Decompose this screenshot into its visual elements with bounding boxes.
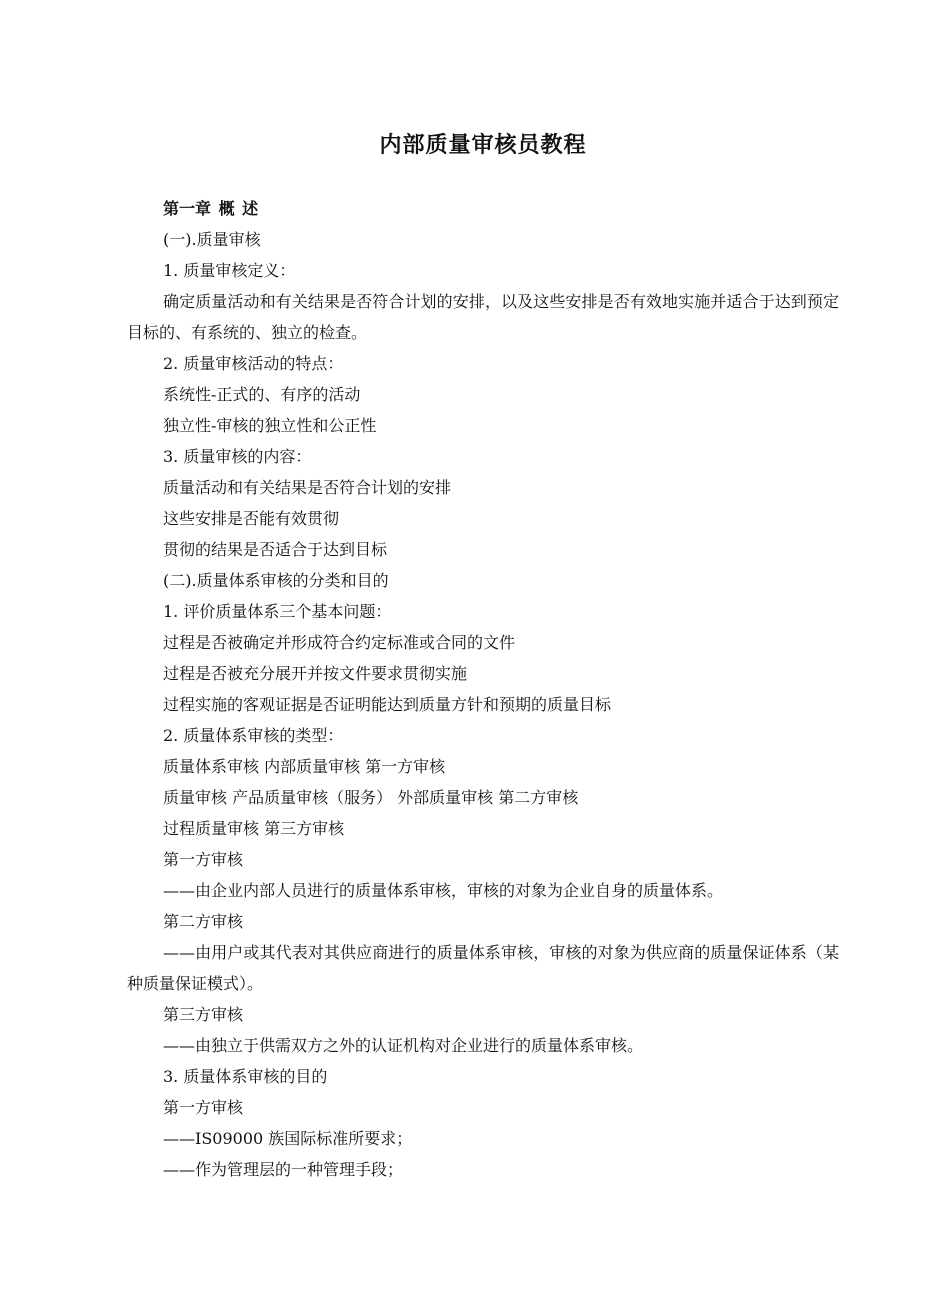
text-line: 质量活动和有关结果是否符合计划的安排 bbox=[163, 478, 452, 497]
subsection-heading: 3. 质量审核的内容： bbox=[163, 447, 312, 466]
section-heading: (二).质量体系审核的分类和目的 bbox=[163, 571, 389, 590]
subsection-heading: 1. 评价质量体系三个基本问题： bbox=[163, 602, 392, 621]
text-line: 第一方审核 bbox=[163, 850, 244, 869]
paragraph: ——由用户或其代表对其供应商进行的质量体系审核，审核的对象为供应商的质量保证体系（某种质量保证模式）。 bbox=[127, 943, 839, 993]
chapter-heading: 第一章 概 述 bbox=[163, 199, 259, 218]
text-line: 质量体系审核 内部质量审核 第一方审核 bbox=[163, 757, 446, 776]
subsection-heading: 2. 质量审核活动的特点： bbox=[163, 354, 344, 373]
text-line: 第二方审核 bbox=[163, 912, 244, 931]
subsection-heading: 1. 质量审核定义： bbox=[163, 261, 296, 280]
text-line: 质量审核 产品质量审核（服务） 外部质量审核 第二方审核 bbox=[163, 788, 579, 807]
text-line: 贯彻的结果是否适合于达到目标 bbox=[163, 540, 388, 559]
subsection-heading: 3. 质量体系审核的目的 bbox=[163, 1067, 328, 1086]
text-line: 过程是否被充分展开并按文件要求贯彻实施 bbox=[163, 664, 468, 683]
document-title: 内部质量审核员教程 bbox=[379, 133, 587, 158]
document-body bbox=[127, 193, 839, 1185]
text-line: 过程是否被确定并形成符合约定标准或合同的文件 bbox=[163, 633, 516, 652]
subsection-heading: 2. 质量体系审核的类型： bbox=[163, 726, 344, 745]
text-line: 系统性-正式的、有序的活动 bbox=[163, 385, 361, 404]
text-line: 这些安排是否能有效贯彻 bbox=[163, 509, 340, 528]
text-line: ——由独立于供需双方之外的认证机构对企业进行的质量体系审核。 bbox=[163, 1036, 644, 1055]
text-line: 第三方审核 bbox=[163, 1005, 244, 1024]
text-line: ——IS09000 族国际标准所要求； bbox=[163, 1129, 413, 1148]
text-line: 独立性-审核的独立性和公正性 bbox=[163, 416, 377, 435]
text-line: 过程实施的客观证据是否证明能达到质量方针和预期的质量目标 bbox=[163, 695, 612, 714]
text-line: 第一方审核 bbox=[163, 1098, 244, 1117]
section-heading: (一).质量审核 bbox=[163, 230, 261, 249]
text-line: ——作为管理层的一种管理手段； bbox=[163, 1160, 404, 1179]
text-line: ——由企业内部人员进行的质量体系审核，审核的对象为企业自身的质量体系。 bbox=[163, 881, 724, 900]
text-line: 过程质量审核 第三方审核 bbox=[163, 819, 345, 838]
paragraph: 确定质量活动和有关结果是否符合计划的安排，以及这些安排是否有效地实施并适合于达到预定目标的、有系统的、独立的检查。 bbox=[127, 292, 839, 342]
